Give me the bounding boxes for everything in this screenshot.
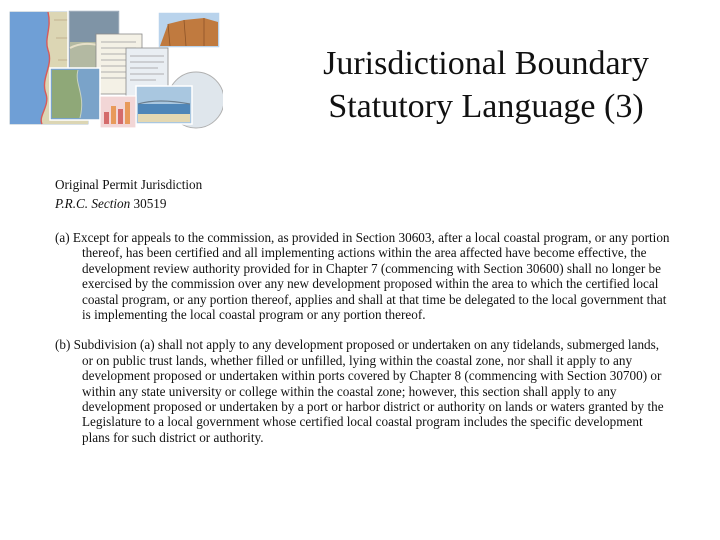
statute-citation [55, 194, 670, 213]
cliff-photo-icon [158, 12, 220, 48]
title-line-2: Statutory Language (3) [328, 88, 644, 125]
citation-number: 30519 [133, 196, 167, 211]
title-line-1: Jurisdictional Boundary [323, 45, 649, 82]
section-heading: Original Permit Jurisdiction [55, 177, 203, 192]
citation-code: P.R.C. Section [55, 196, 131, 211]
coastal-collage-logo-icon [8, 8, 223, 133]
slide-title [290, 42, 682, 128]
satellite-map-icon [50, 68, 100, 120]
paragraph-a: (a) Except for appeals to the commission, as provided in Section 30603, after a local coastal program, or any portion thereof, has been certified and all implementing actions within the area affected have become effective, the development review authority provided for in Chapter 7 (commencing with Section 30600) shall no longer be exercised by the commission over any new development proposed within the area to which the certified local coastal program, or any portion thereof, applies and shall at that time be delegated to the local government that is implementing the local coastal program or any portion thereof. [55, 230, 670, 323]
slide-body [55, 175, 670, 460]
paragraph-b: (b) Subdivision (a) shall not apply to any development proposed or undertaken on any tidelands, submerged lands, or on public trust lands, whether filled or unfilled, lying within the coastal zone, nor shall it apply to any development proposed or undertaken within ports covered by Chapter 8 (commencing with Section 30700) or within any state university or college within the coastal zone; however, this section shall apply to any development proposed or undertaken by a port or harbor district or authority on lands or waters granted by the Legislature to a local government whose certified local coastal program includes the specific development plans for such district or authority. [55, 337, 664, 445]
colored-chart-icon [100, 96, 136, 128]
